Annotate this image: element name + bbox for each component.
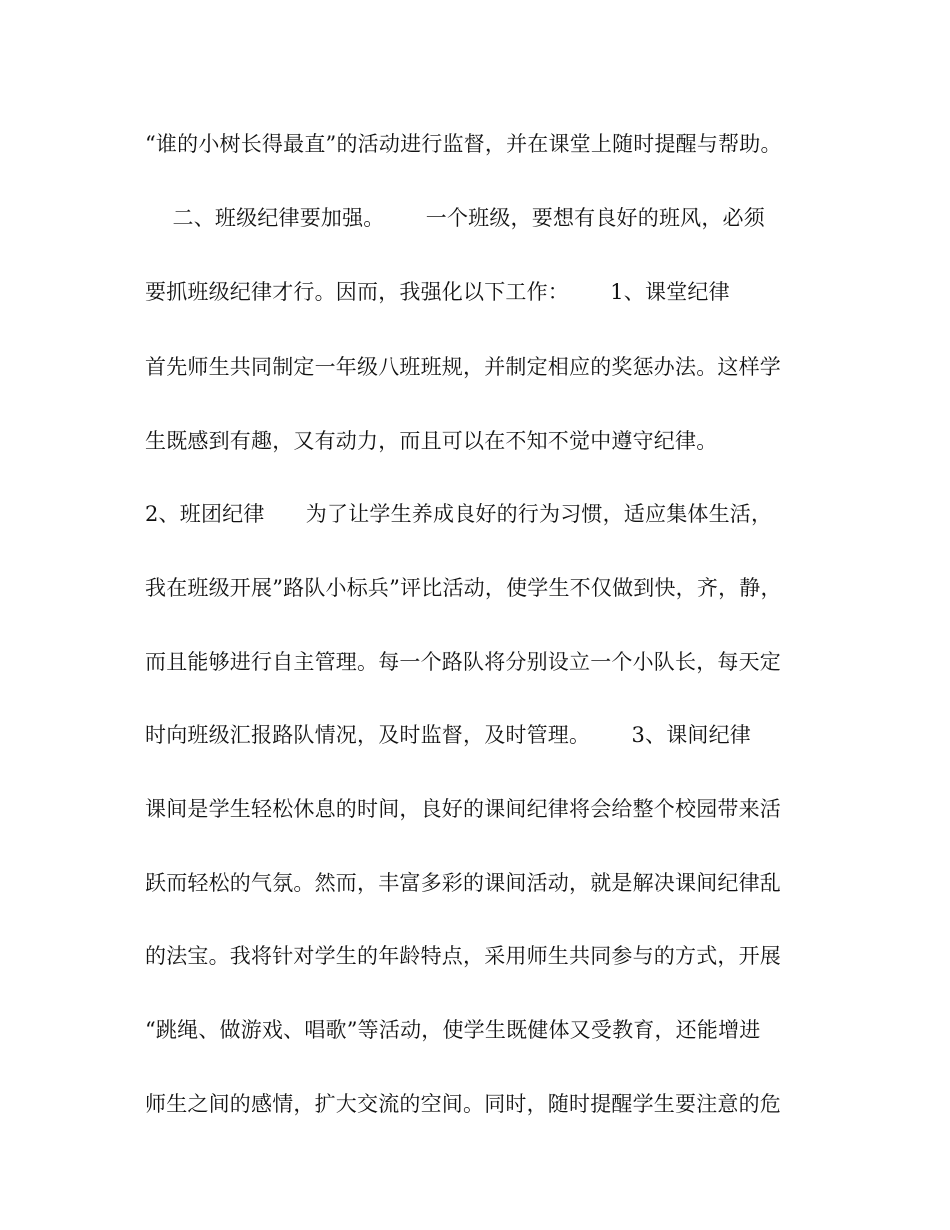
text-line-13: “跳绳、做游戏、唱歌”等活动，使学生既健体又受教育，还能增进 — [145, 1018, 761, 1042]
text-line-5: 生既感到有趣，又有动力，而且可以在不知不觉中遵守纪律。 — [145, 429, 718, 453]
text-line-8: 而且能够进行自主管理。每一个路队将分别设立一个小队长，每天定 — [145, 650, 781, 674]
text-line-10: 课间是学生轻松休息的时间，良好的课间纪律将会给整个校园带来活 — [145, 797, 781, 821]
text-line-12: 的法宝。我将针对学生的年龄特点，采用师生共同参与的方式，开展 — [145, 944, 781, 968]
text-line-7: 我在班级开展”路队小标兵”评比活动，使学生不仅做到快，齐，静， — [145, 576, 782, 600]
text-line-14: 师生之间的感情，扩大交流的空间。同时，随时提醒学生要注意的危 — [145, 1092, 781, 1116]
text-line-9: 时向班级汇报路队情况，及时监督，及时管理。 3、课间纪律 — [145, 723, 752, 747]
text-line-6: 2、班团纪律 为了让学生养成良好的行为习惯，适应集体生活， — [145, 502, 773, 526]
text-line-11: 跃而轻松的气氛。然而，丰富多彩的课间活动，就是解决课间纪律乱 — [145, 871, 781, 895]
text-line-3: 要抓班级纪律才行。因而，我强化以下工作： 1、课堂纪律 — [145, 280, 730, 304]
text-line-4: 首先师生共同制定一年级八班班规，并制定相应的奖惩办法。这样学 — [145, 355, 781, 379]
text-line-2: 二、班级纪律要加强。 一个班级，要想有良好的班风，必须 — [145, 206, 765, 230]
text-line-1: “谁的小树长得最直”的活动进行监督，并在课堂上随时提醒与帮助。 — [145, 132, 782, 156]
